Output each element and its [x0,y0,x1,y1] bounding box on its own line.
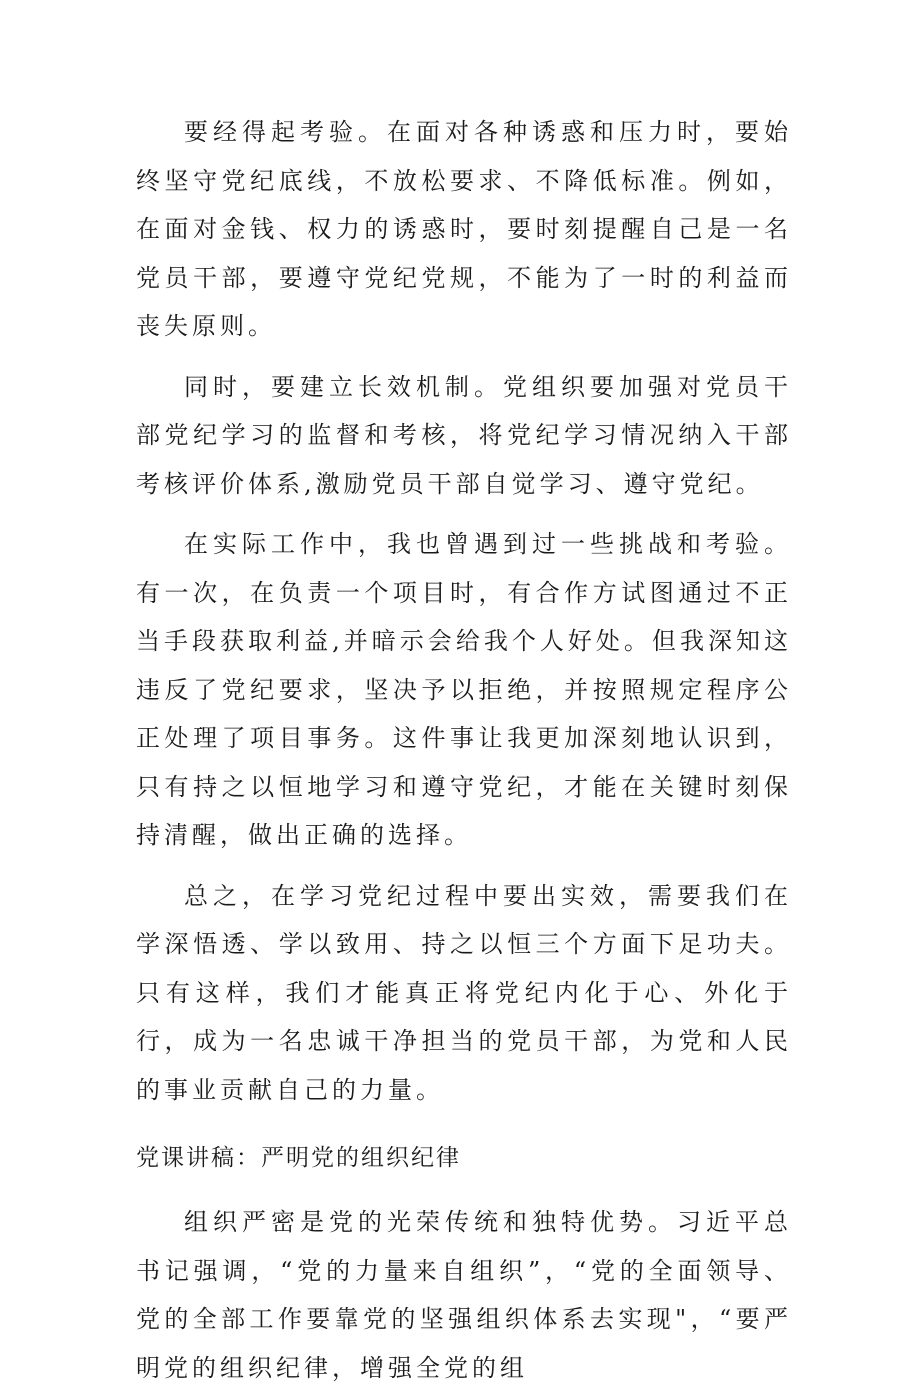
paragraph-organization: 组织严密是党的光荣传统和独特优势。习近平总书记强调，“党的力量来自组织”，“党的全面领导、党的全部工作要靠党的坚强组织体系去实现"，“要严明党的组织纪律，增强全党的组 [136,1208,792,1382]
paragraph-summary: 总之，在学习党纪过程中要出实效，需要我们在学深悟透、学以致用、持之以恒三个方面下足功夫。只有这样，我们才能真正将党纪内化于心、外化于行，成为一名忠诚干净担当的党员干部，为党和人民的事业贡献自己的力量。 [136,881,792,1104]
paragraph-mechanism: 同时，要建立长效机制。党组织要加强对党员干部党纪学习的监督和考核，将党纪学习情况纳入干部考核评价体系,激励党员干部自觉学习、遵守党纪。 [136,372,792,498]
section-title: 党课讲稿：严明党的组织纪律 [136,1145,461,1171]
paragraph-experience: 在实际工作中，我也曾遇到过一些挑战和考验。有一次，在负责一个项目时，有合作方试图通过不正当手段获取利益,并暗示会给我个人好处。但我深知这违反了党纪要求，坚决予以拒绝，并按照规定程序公正处理了项目事务。这件事让我更加深刻地认识到，只有持之以恒地学习和遵守党纪，才能在关键时刻保持清醒，做出正确的选择。 [136,530,792,849]
document-body [136,108,792,1392]
paragraph-exam: 要经得起考验。在面对各种诱惑和压力时，要始终坚守党纪底线，不放松要求、不降低标准。例如，在面对金钱、权力的诱惑时，要时刻提醒自己是一名党员干部，要遵守党纪党规，不能为了一时的利益而丧失原则。 [136,118,792,340]
